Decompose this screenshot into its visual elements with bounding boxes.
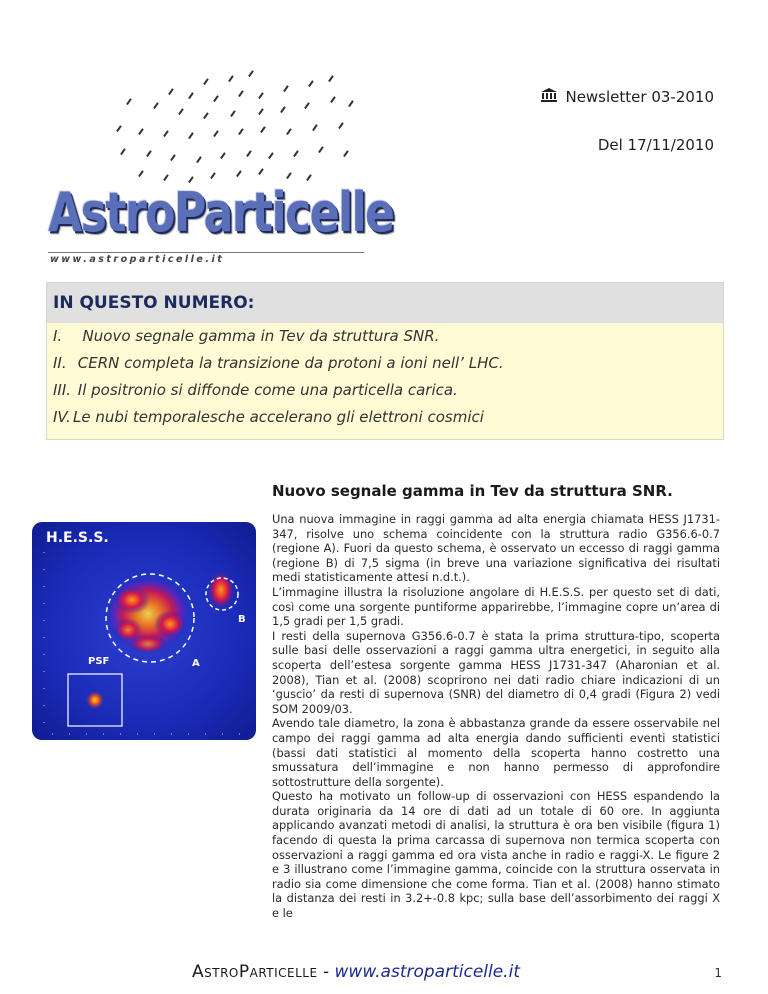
tick-mark [236,170,241,177]
tick-mark [146,150,151,157]
newsletter-label: Newsletter 03-2010 [565,88,714,106]
article-paragraph: Questo ha motivato un follow-up di osservazioni con HESS espandendo la durata originaria da 14 ore di dati ad un totale di 60 ore. In aggiunta applicando avanzati metodi di analisi, la struttura è ora ben visibile (figura 1) facendo di questa la prima carcassa di supernova non termica scoperta con osservazioni a raggi gamma ed ora vista anche in radio e raggi-X. Le figure 2 e 3 illustrano come l’immagine gamma, coincide con la struttura osservata in radio sia come dimensione che come forma. Tian et al. (2008) hanno stimato la distanza dei resti in 3.2+-0.8 kpc; sulla base dell’assorbimento dei raggi X e le [272,789,720,921]
tick-mark [338,122,343,129]
tick-mark [203,112,208,119]
toc-item-text: Nuovo segnale gamma in Tev da struttura SNR. [82,327,440,345]
figure-title: H.E.S.S. [46,530,109,546]
tick-mark [258,108,263,115]
tick-mark [203,78,208,85]
region-b-label: B [238,614,246,625]
footer-url[interactable]: www.astroparticelle.it [334,962,520,982]
tick-mark [280,106,285,113]
tick-mark [168,88,173,95]
tick-mark [312,124,317,131]
hess-gamma-image [32,522,256,740]
toc-item-text: Le nubi temporalesche accelerano gli elettroni cosmici [73,408,484,426]
tick-mark [120,148,125,155]
article-paragraph: L’immagine illustra la risoluzione angolare di H.E.S.S. per questo set di dati, così come una sorgente puntiforme apparirebbe, l’immagine copre un’area di 1,5 gradi per 1,5 gradi. [272,584,720,629]
tick-mark [213,95,218,102]
article-paragraph: Avendo tale diametro, la zona è abbastanza grande da essere osservabile nel campo dei raggi gamma ad alta energia dando sufficienti eventi statistici (bassi dati statistici al momento della scoperta hanno costretto una smussatura dell’immagine e non hanno permesso di approfondire sottostrutture della sorgente). [272,716,720,789]
tick-mark [318,146,323,153]
article-body [272,512,720,921]
logo-url: www.astroparticelle.it [50,254,225,265]
toc-item[interactable] [47,377,723,404]
toc-heading: IN QUESTO NUMERO: [47,283,723,323]
table-of-contents [46,282,724,440]
toc-item[interactable] [47,323,723,350]
toc-list [47,323,723,431]
toc-item[interactable] [47,404,723,431]
tick-mark [213,130,218,137]
toc-item-text: Il positronio si diffonde come una particella carica. [77,381,458,399]
page-number: 1 [714,966,722,980]
footer-separator: - [322,962,330,982]
tick-mark [348,100,353,107]
tick-mark [178,108,183,115]
footer-brand: AstroParticelle [192,962,318,982]
psf-label: PSF [88,656,110,667]
tick-mark [268,152,273,159]
article-paragraph: I resti della supernova G356.6-0.7 è stata la prima struttura-tipo, scoperta sulle basi delle osservazioni a raggi gamma ultra energetici, in seguito alla scoperta dell’estesa sorgente gamma HESS J1731-347 (Aharonian et al. 2008), Tian et al. (2008) scoprirono nei dati radio chiare indicazioni di un ‘guscio’ da resti di supernova (SNR) del diametro di 0,4 gradi (Figura 2) vedi SOM 2009/03. [272,628,720,716]
tick-mark [283,85,288,92]
decorative-star-field [110,70,370,190]
toc-item-number: I. [53,327,63,345]
logo-underline [48,252,364,253]
footer [192,962,520,982]
tick-mark [293,150,298,157]
toc-item-number: IV. [53,408,71,426]
toc-item-text: CERN completa la transizione da protoni a ioni nell’ LHC. [77,354,504,372]
tick-mark [163,130,168,137]
tick-mark [260,126,265,133]
newsletter-issue [541,88,714,106]
tick-mark [343,150,348,157]
region-a-label: A [192,658,200,669]
logo-wordmark: AstroParticelle [48,181,394,244]
library-icon [541,88,557,106]
article-title: Nuovo segnale gamma in Tev da struttura SNR. [272,482,673,500]
tick-mark [138,170,143,177]
tick-mark [328,75,333,82]
tick-mark [286,128,291,135]
tick-mark [153,102,158,109]
article-paragraph: Una nuova immagine in raggi gamma ad alta energia chiamata HESS J1731-347, risolve uno schema coincidente con la struttura radio G356.6-0.7 (regione A). Fuori da questo schema, è osservato un eccesso di raggi gamma (regione B) di 7,5 sigma (in breve una variazione significativa dei risultati medi statisticamente attesi n.d.t.). [272,512,720,585]
tick-mark [188,92,193,99]
tick-mark [170,154,175,161]
tick-mark [238,128,243,135]
tick-mark [304,102,309,109]
toc-item-number: II. [53,354,67,372]
tick-mark [126,98,131,105]
toc-item-number: III. [53,381,72,399]
tick-mark [116,125,121,132]
logo [48,178,394,270]
tick-mark [220,152,225,159]
tick-mark [228,75,233,82]
tick-mark [258,92,263,99]
tick-mark [188,132,193,139]
tick-mark [248,70,253,77]
toc-item[interactable] [47,350,723,377]
tick-mark [308,80,313,87]
tick-mark [246,150,251,157]
tick-mark [196,156,201,163]
tick-mark [330,96,335,103]
issue-date: Del 17/11/2010 [597,136,714,154]
tick-mark [230,110,235,117]
tick-mark [138,128,143,135]
tick-mark [258,168,263,175]
tick-mark [238,90,243,97]
